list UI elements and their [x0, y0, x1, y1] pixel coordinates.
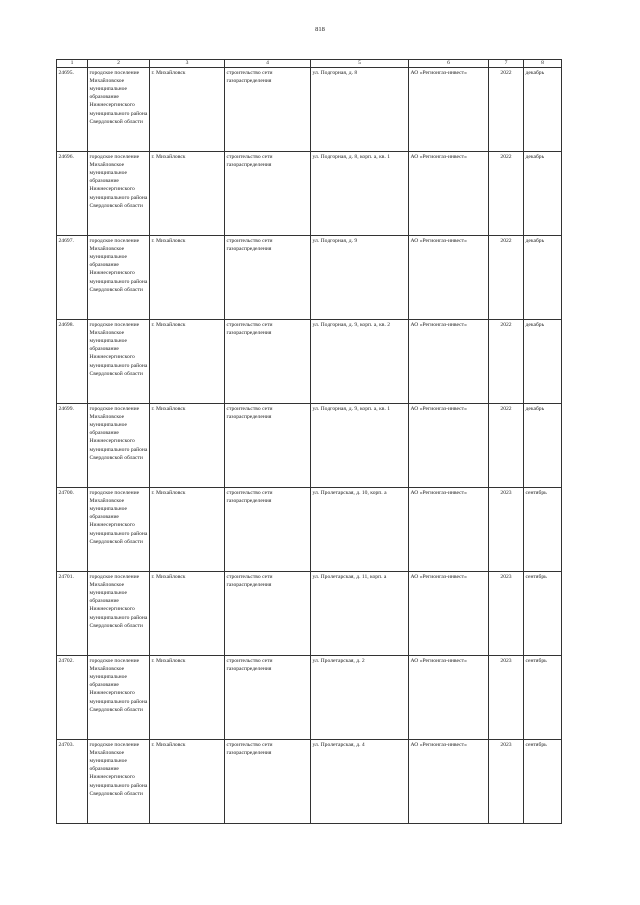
row-number: 24703.	[57, 739, 88, 823]
gasification-schedule-table	[56, 59, 562, 824]
table-row	[57, 571, 562, 655]
month-cell: сентябрь	[524, 655, 562, 739]
month-cell: сентябрь	[524, 571, 562, 655]
year-cell: 2022	[489, 403, 524, 487]
month-cell: декабрь	[524, 235, 562, 319]
municipality-cell: городское поселение Михайловское муниципальное образование Нижнесергинского муниципального района Свердловской области	[88, 487, 150, 571]
row-number: 24696.	[57, 151, 88, 235]
locality-cell: г. Михайловск	[150, 655, 225, 739]
organization-cell: АО «Регионгаз-инвест»	[409, 403, 489, 487]
work-type-cell: строительство сети газораспределения	[225, 67, 311, 151]
municipality-cell: городское поселение Михайловское муниципальное образование Нижнесергинского муниципального района Свердловской области	[88, 403, 150, 487]
municipality-cell: городское поселение Михайловское муниципальное образование Нижнесергинского муниципального района Свердловской области	[88, 571, 150, 655]
locality-cell: г. Михайловск	[150, 571, 225, 655]
organization-cell: АО «Регионгаз-инвест»	[409, 319, 489, 403]
col-header-5: 5	[311, 60, 409, 68]
month-cell: сентябрь	[524, 739, 562, 823]
work-type-cell: строительство сети газораспределения	[225, 655, 311, 739]
month-cell: сентябрь	[524, 487, 562, 571]
organization-cell: АО «Регионгаз-инвест»	[409, 571, 489, 655]
work-type-cell: строительство сети газораспределения	[225, 487, 311, 571]
month-cell: декабрь	[524, 151, 562, 235]
table-row	[57, 403, 562, 487]
col-header-7: 7	[489, 60, 524, 68]
col-header-8: 8	[524, 60, 562, 68]
municipality-cell: городское поселение Михайловское муниципальное образование Нижнесергинского муниципального района Свердловской области	[88, 151, 150, 235]
address-cell: ул. Подгорная, д. 9, корп. а, кв. 1	[311, 403, 409, 487]
row-number: 24700.	[57, 487, 88, 571]
locality-cell: г. Михайловск	[150, 739, 225, 823]
work-type-cell: строительство сети газораспределения	[225, 403, 311, 487]
address-cell: ул. Подгорная, д. 9, корп. а, кв. 2	[311, 319, 409, 403]
organization-cell: АО «Регионгаз-инвест»	[409, 739, 489, 823]
year-cell: 2023	[489, 739, 524, 823]
work-type-cell: строительство сети газораспределения	[225, 571, 311, 655]
work-type-cell: строительство сети газораспределения	[225, 235, 311, 319]
header-row	[57, 60, 562, 68]
month-cell: декабрь	[524, 319, 562, 403]
col-header-6: 6	[409, 60, 489, 68]
address-cell: ул. Подгорная, д. 8, корп. а, кв. 1	[311, 151, 409, 235]
col-header-1: 1	[57, 60, 88, 68]
year-cell: 2022	[489, 67, 524, 151]
row-number: 24702.	[57, 655, 88, 739]
col-header-3: 3	[150, 60, 225, 68]
locality-cell: г. Михайловск	[150, 235, 225, 319]
table-row	[57, 739, 562, 823]
locality-cell: г. Михайловск	[150, 319, 225, 403]
address-cell: ул. Подгорная, д. 9	[311, 235, 409, 319]
col-header-4: 4	[225, 60, 311, 68]
row-number: 24701.	[57, 571, 88, 655]
work-type-cell: строительство сети газораспределения	[225, 739, 311, 823]
work-type-cell: строительство сети газораспределения	[225, 319, 311, 403]
locality-cell: г. Михайловск	[150, 487, 225, 571]
organization-cell: АО «Регионгаз-инвест»	[409, 487, 489, 571]
row-number: 24697.	[57, 235, 88, 319]
address-cell: ул. Пролетарская, д. 2	[311, 655, 409, 739]
municipality-cell: городское поселение Михайловское муниципальное образование Нижнесергинского муниципального района Свердловской области	[88, 319, 150, 403]
year-cell: 2023	[489, 487, 524, 571]
address-cell: ул. Подгорная, д. 8	[311, 67, 409, 151]
year-cell: 2022	[489, 319, 524, 403]
organization-cell: АО «Регионгаз-инвест»	[409, 235, 489, 319]
table-row	[57, 487, 562, 571]
row-number: 24699.	[57, 403, 88, 487]
table-row	[57, 655, 562, 739]
address-cell: ул. Пролетарская, д. 4	[311, 739, 409, 823]
row-number: 24698.	[57, 319, 88, 403]
table-row	[57, 319, 562, 403]
table-row	[57, 151, 562, 235]
locality-cell: г. Михайловск	[150, 151, 225, 235]
page-number: 818	[315, 26, 325, 33]
year-cell: 2022	[489, 235, 524, 319]
table-row	[57, 235, 562, 319]
year-cell: 2023	[489, 571, 524, 655]
row-number: 24695.	[57, 67, 88, 151]
municipality-cell: городское поселение Михайловское муниципальное образование Нижнесергинского муниципального района Свердловской области	[88, 67, 150, 151]
locality-cell: г. Михайловск	[150, 67, 225, 151]
col-header-2: 2	[88, 60, 150, 68]
organization-cell: АО «Регионгаз-инвест»	[409, 151, 489, 235]
municipality-cell: городское поселение Михайловское муниципальное образование Нижнесергинского муниципального района Свердловской области	[88, 655, 150, 739]
locality-cell: г. Михайловск	[150, 403, 225, 487]
year-cell: 2022	[489, 151, 524, 235]
address-cell: ул. Пролетарская, д. 10, корп. а	[311, 487, 409, 571]
municipality-cell: городское поселение Михайловское муниципальное образование Нижнесергинского муниципального района Свердловской области	[88, 235, 150, 319]
work-type-cell: строительство сети газораспределения	[225, 151, 311, 235]
organization-cell: АО «Регионгаз-инвест»	[409, 655, 489, 739]
month-cell: декабрь	[524, 67, 562, 151]
organization-cell: АО «Регионгаз-инвест»	[409, 67, 489, 151]
year-cell: 2023	[489, 655, 524, 739]
address-cell: ул. Пролетарская, д. 11, корп. а	[311, 571, 409, 655]
municipality-cell: городское поселение Михайловское муниципальное образование Нижнесергинского муниципального района Свердловской области	[88, 739, 150, 823]
month-cell: декабрь	[524, 403, 562, 487]
table-row	[57, 67, 562, 151]
